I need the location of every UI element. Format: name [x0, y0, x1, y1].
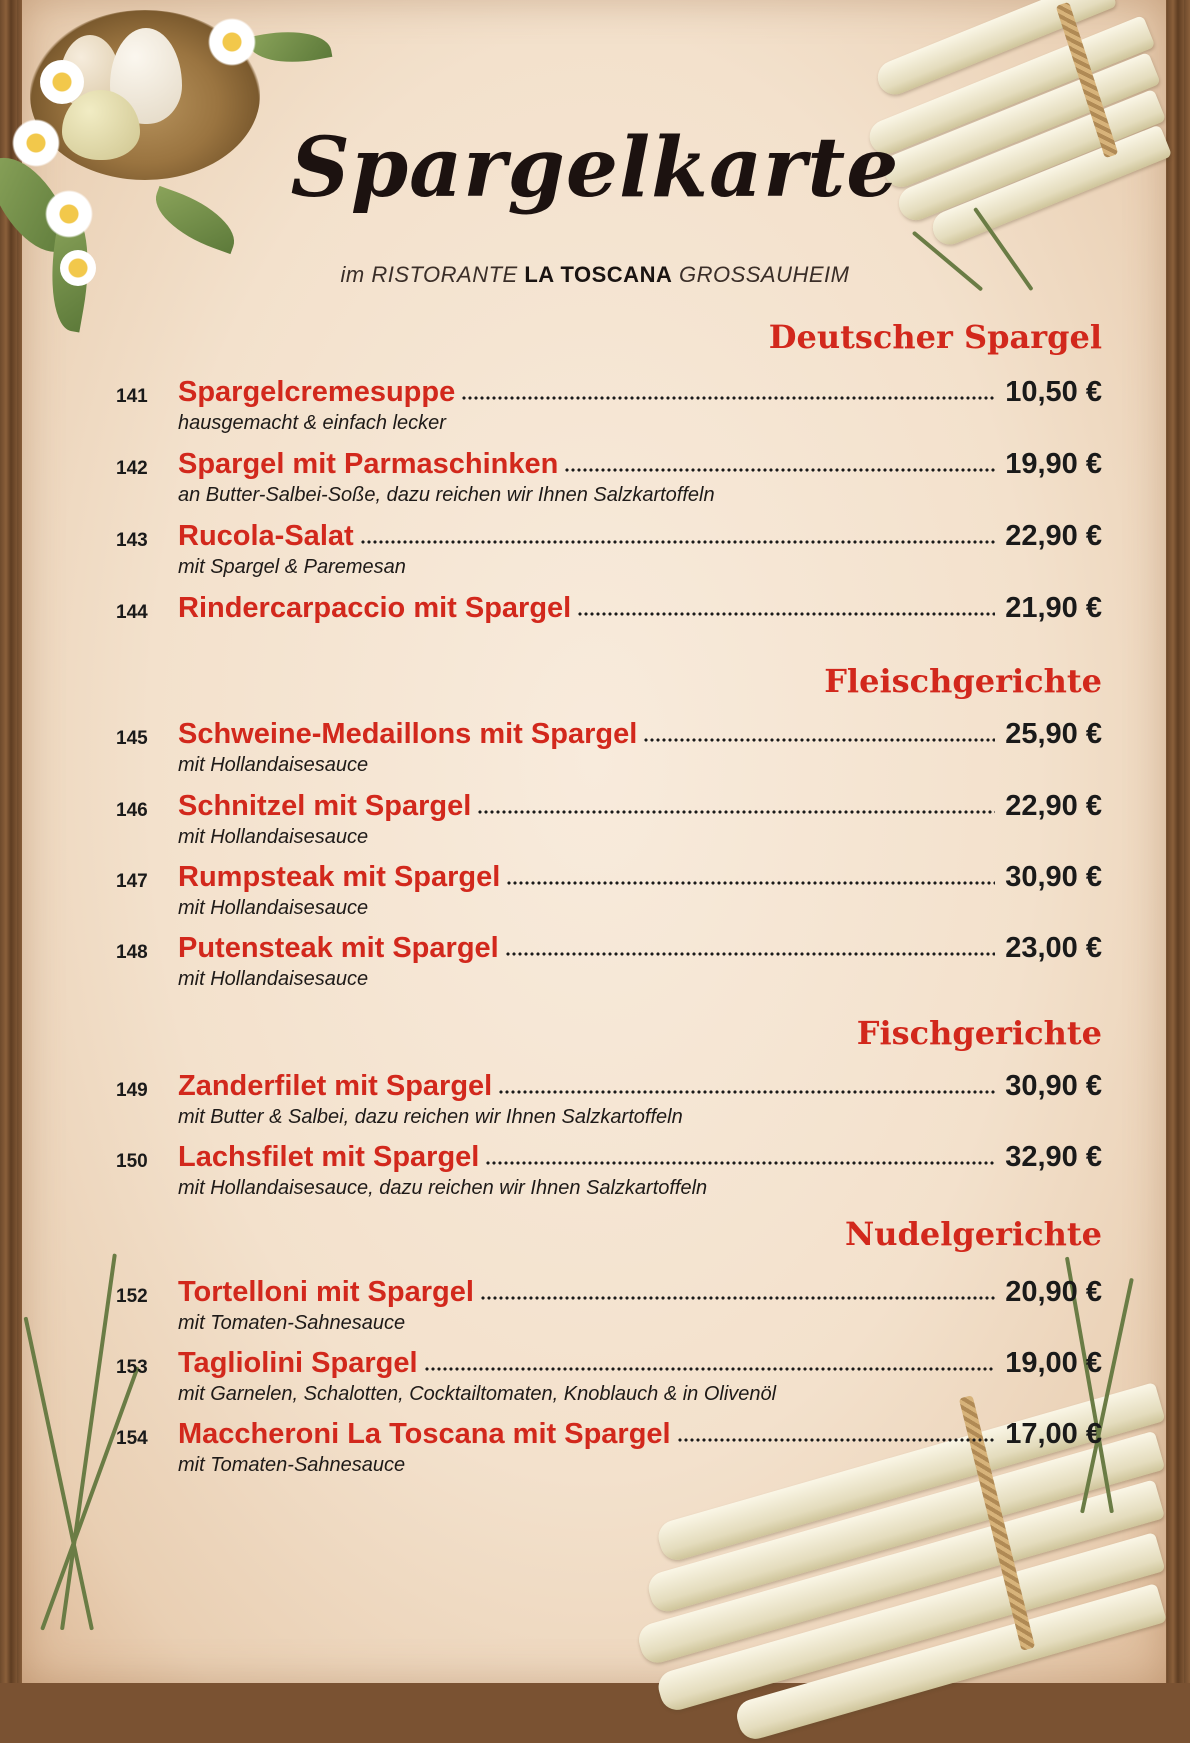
item-line: [178, 784, 1102, 824]
item-price: 22,90 €: [1005, 520, 1102, 552]
item-number: 148: [116, 942, 148, 963]
item-number: 147: [116, 871, 148, 892]
item-line: [178, 926, 1102, 966]
item-name: Schweine-Medaillons mit Spargel: [178, 718, 638, 750]
item-line: [178, 1341, 1102, 1381]
item-number: 146: [116, 800, 148, 821]
subtitle-prefix: im RISTORANTE: [340, 262, 525, 287]
item-line: [178, 1412, 1102, 1452]
dot-leader: [360, 539, 996, 545]
item-price: 19,90 €: [1005, 448, 1102, 480]
dot-leader: [461, 395, 995, 401]
item-number: 152: [116, 1286, 148, 1307]
item-price: 25,90 €: [1005, 718, 1102, 750]
menu-item: [112, 1412, 1102, 1476]
item-name: Rindercarpaccio mit Spargel: [178, 592, 572, 624]
item-name: Putensteak mit Spargel: [178, 932, 499, 964]
dot-leader: [498, 1089, 995, 1095]
item-number: 149: [116, 1080, 148, 1101]
item-price: 30,90 €: [1005, 861, 1102, 893]
item-number: 154: [116, 1428, 148, 1449]
item-number: 142: [116, 458, 148, 479]
item-price: 23,00 €: [1005, 932, 1102, 964]
menu-subtitle: [0, 262, 1190, 288]
menu-item: [112, 1064, 1102, 1128]
item-number: 145: [116, 728, 148, 749]
item-price: 32,90 €: [1005, 1141, 1102, 1173]
item-price: 17,00 €: [1005, 1418, 1102, 1450]
menu-item: [112, 1135, 1102, 1199]
menu-item: [112, 586, 1102, 650]
dot-leader: [480, 1295, 995, 1301]
item-description: mit Hollandaisesauce: [178, 897, 369, 919]
menu-title: Spargelkarte: [290, 120, 900, 216]
item-description: mit Hollandaisesauce: [178, 754, 369, 776]
item-line: [178, 855, 1102, 895]
section-title: Deutscher Spargel: [768, 318, 1102, 356]
menu-item: [112, 712, 1102, 776]
item-description: hausgemacht & einfach lecker: [178, 412, 446, 434]
menu-item: [112, 784, 1102, 848]
item-price: 20,90 €: [1005, 1276, 1102, 1308]
menu-item: [112, 1341, 1102, 1405]
menu-item: [112, 370, 1102, 434]
item-name: Tagliolini Spargel: [178, 1347, 418, 1379]
item-name: Spargelcremesuppe: [178, 376, 456, 408]
item-number: 143: [116, 530, 148, 551]
dot-leader: [424, 1366, 996, 1372]
item-price: 21,90 €: [1005, 592, 1102, 624]
item-line: [178, 1064, 1102, 1104]
section-title: Fleischgerichte: [824, 662, 1102, 700]
section-title: Nudelgerichte: [844, 1215, 1102, 1253]
dot-leader: [577, 611, 995, 617]
dot-leader: [505, 951, 996, 957]
item-description: an Butter-Salbei-Soße, dazu reichen wir Ihnen Salzkartoffeln: [178, 484, 715, 506]
item-name: Maccheroni La Toscana mit Spargel: [178, 1418, 671, 1450]
item-description: mit Spargel & Paremesan: [178, 556, 406, 578]
item-name: Schnitzel mit Spargel: [178, 790, 472, 822]
item-price: 19,00 €: [1005, 1347, 1102, 1379]
menu-item: [112, 442, 1102, 506]
dot-leader: [564, 467, 995, 473]
dot-leader: [485, 1160, 995, 1166]
item-description: mit Tomaten-Sahnesauce: [178, 1312, 406, 1334]
item-description: mit Hollandaisesauce: [178, 968, 369, 990]
item-description: mit Butter & Salbei, dazu reichen wir Ihnen Salzkartoffeln: [178, 1106, 683, 1128]
item-line: [178, 514, 1102, 554]
restaurant-name: LA TOSCANA: [524, 262, 673, 287]
item-line: [178, 586, 1102, 626]
dot-leader: [506, 880, 995, 886]
subtitle-location: GROSSAUHEIM: [672, 262, 850, 287]
menu-item: [112, 1270, 1102, 1334]
item-line: [178, 1135, 1102, 1175]
item-number: 144: [116, 602, 148, 623]
item-price: 10,50 €: [1005, 376, 1102, 408]
item-name: Rumpsteak mit Spargel: [178, 861, 501, 893]
item-line: [178, 1270, 1102, 1310]
item-name: Rucola-Salat: [178, 520, 354, 552]
dot-leader: [477, 809, 995, 815]
item-price: 30,90 €: [1005, 1070, 1102, 1102]
item-line: [178, 712, 1102, 752]
dot-leader: [677, 1437, 996, 1443]
menu-item: [112, 855, 1102, 919]
item-name: Zanderfilet mit Spargel: [178, 1070, 493, 1102]
menu-item: [112, 514, 1102, 578]
item-description: mit Hollandaisesauce: [178, 826, 369, 848]
section-title: Fischgerichte: [856, 1014, 1102, 1052]
item-number: 153: [116, 1357, 148, 1378]
dot-leader: [643, 737, 995, 743]
item-number: 141: [116, 386, 148, 407]
item-description: mit Tomaten-Sahnesauce: [178, 1454, 406, 1476]
item-price: 22,90 €: [1005, 790, 1102, 822]
item-line: [178, 370, 1102, 410]
item-description: mit Garnelen, Schalotten, Cocktailtomaten, Knoblauch & in Olivenöl: [178, 1383, 777, 1405]
menu-item: [112, 926, 1102, 990]
item-number: 150: [116, 1151, 148, 1172]
item-line: [178, 442, 1102, 482]
item-name: Tortelloni mit Spargel: [178, 1276, 474, 1308]
item-description: mit Hollandaisesauce, dazu reichen wir Ihnen Salzkartoffeln: [178, 1177, 708, 1199]
item-name: Spargel mit Parmaschinken: [178, 448, 559, 480]
item-name: Lachsfilet mit Spargel: [178, 1141, 480, 1173]
